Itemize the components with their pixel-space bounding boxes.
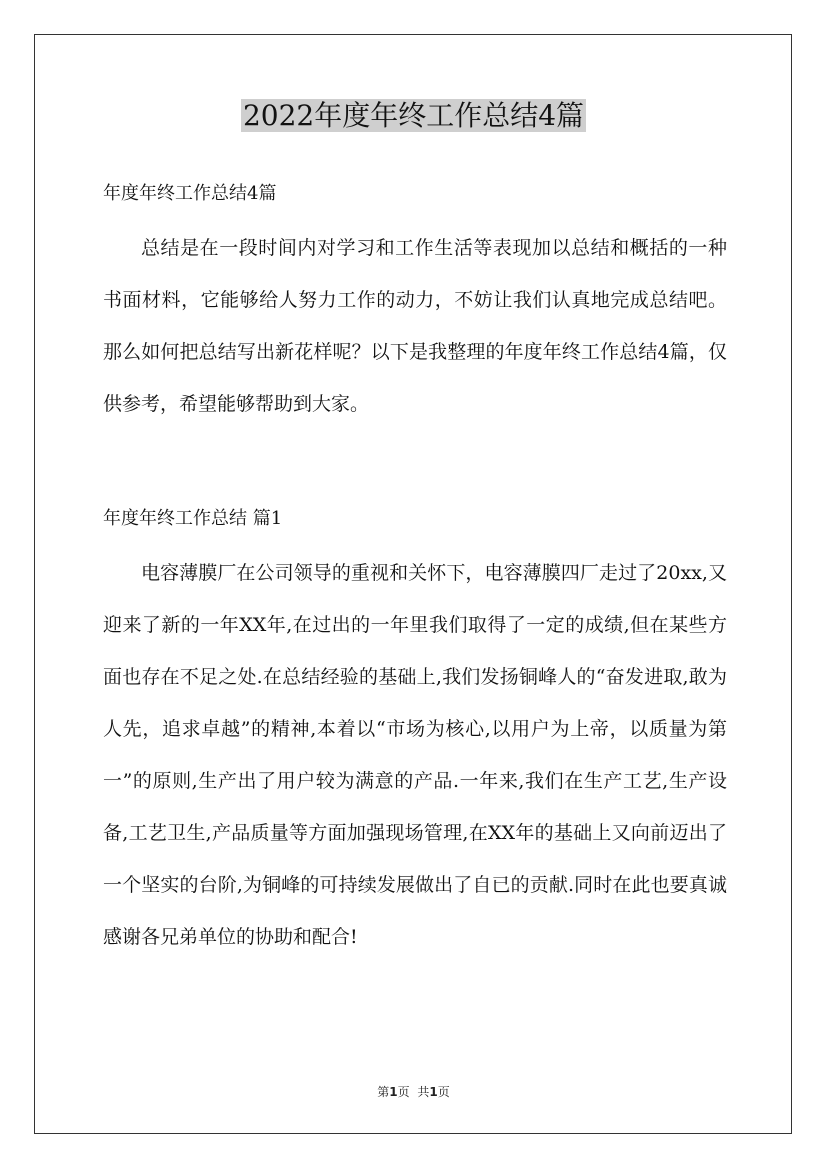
total-suffix: 页: [437, 1085, 450, 1099]
total-pages-number: 1: [429, 1085, 438, 1099]
document-title: [0, 96, 827, 136]
document-title-text: 2022年度年终工作总结4篇: [242, 99, 585, 132]
part1-paragraph: 电容薄膜厂在公司领导的重视和关怀下，电容薄膜四厂走过了20xx,又迎来了新的一年XX年,在过出的一年里我们取得了一定的成绩,但在某些方面也存在不足之处.在总结经验的基础上,我们发扬铜峰人的“奋发进取,敢为人先，追求卓越”的精神,本着以“市场为核心,以用户为上帝，以质量为第一”的原则,生产出了用户较为满意的产品.一年来,我们在生产工艺,生产设备,工艺卫生,产品质量等方面加强现场管理,在XX年的基础上又向前迈出了一个坚实的台阶,为铜峰的可持续发展做出了自已的贡献.同时在此也要真诚感谢各兄弟单位的协助和配合!: [103, 562, 727, 948]
intro-paragraph: 总结是在一段时间内对学习和工作生活等表现加以总结和概括的一种书面材料，它能够给人努力工作的动力，不妨让我们认真地完成总结吧。那么如何把总结写出新花样呢？以下是我整理的年度年终工作总结4篇，仅供参考，希望能够帮助到大家。: [103, 237, 727, 415]
page-suffix: 页: [397, 1085, 410, 1099]
intro-heading: 年度年终工作总结4篇: [103, 183, 277, 204]
current-page-number: 1: [389, 1085, 398, 1099]
total-prefix: 共: [417, 1085, 430, 1099]
page-footer: [0, 1083, 827, 1101]
part1-heading: 年度年终工作总结 篇1: [103, 508, 283, 529]
page-prefix: 第: [377, 1085, 390, 1099]
